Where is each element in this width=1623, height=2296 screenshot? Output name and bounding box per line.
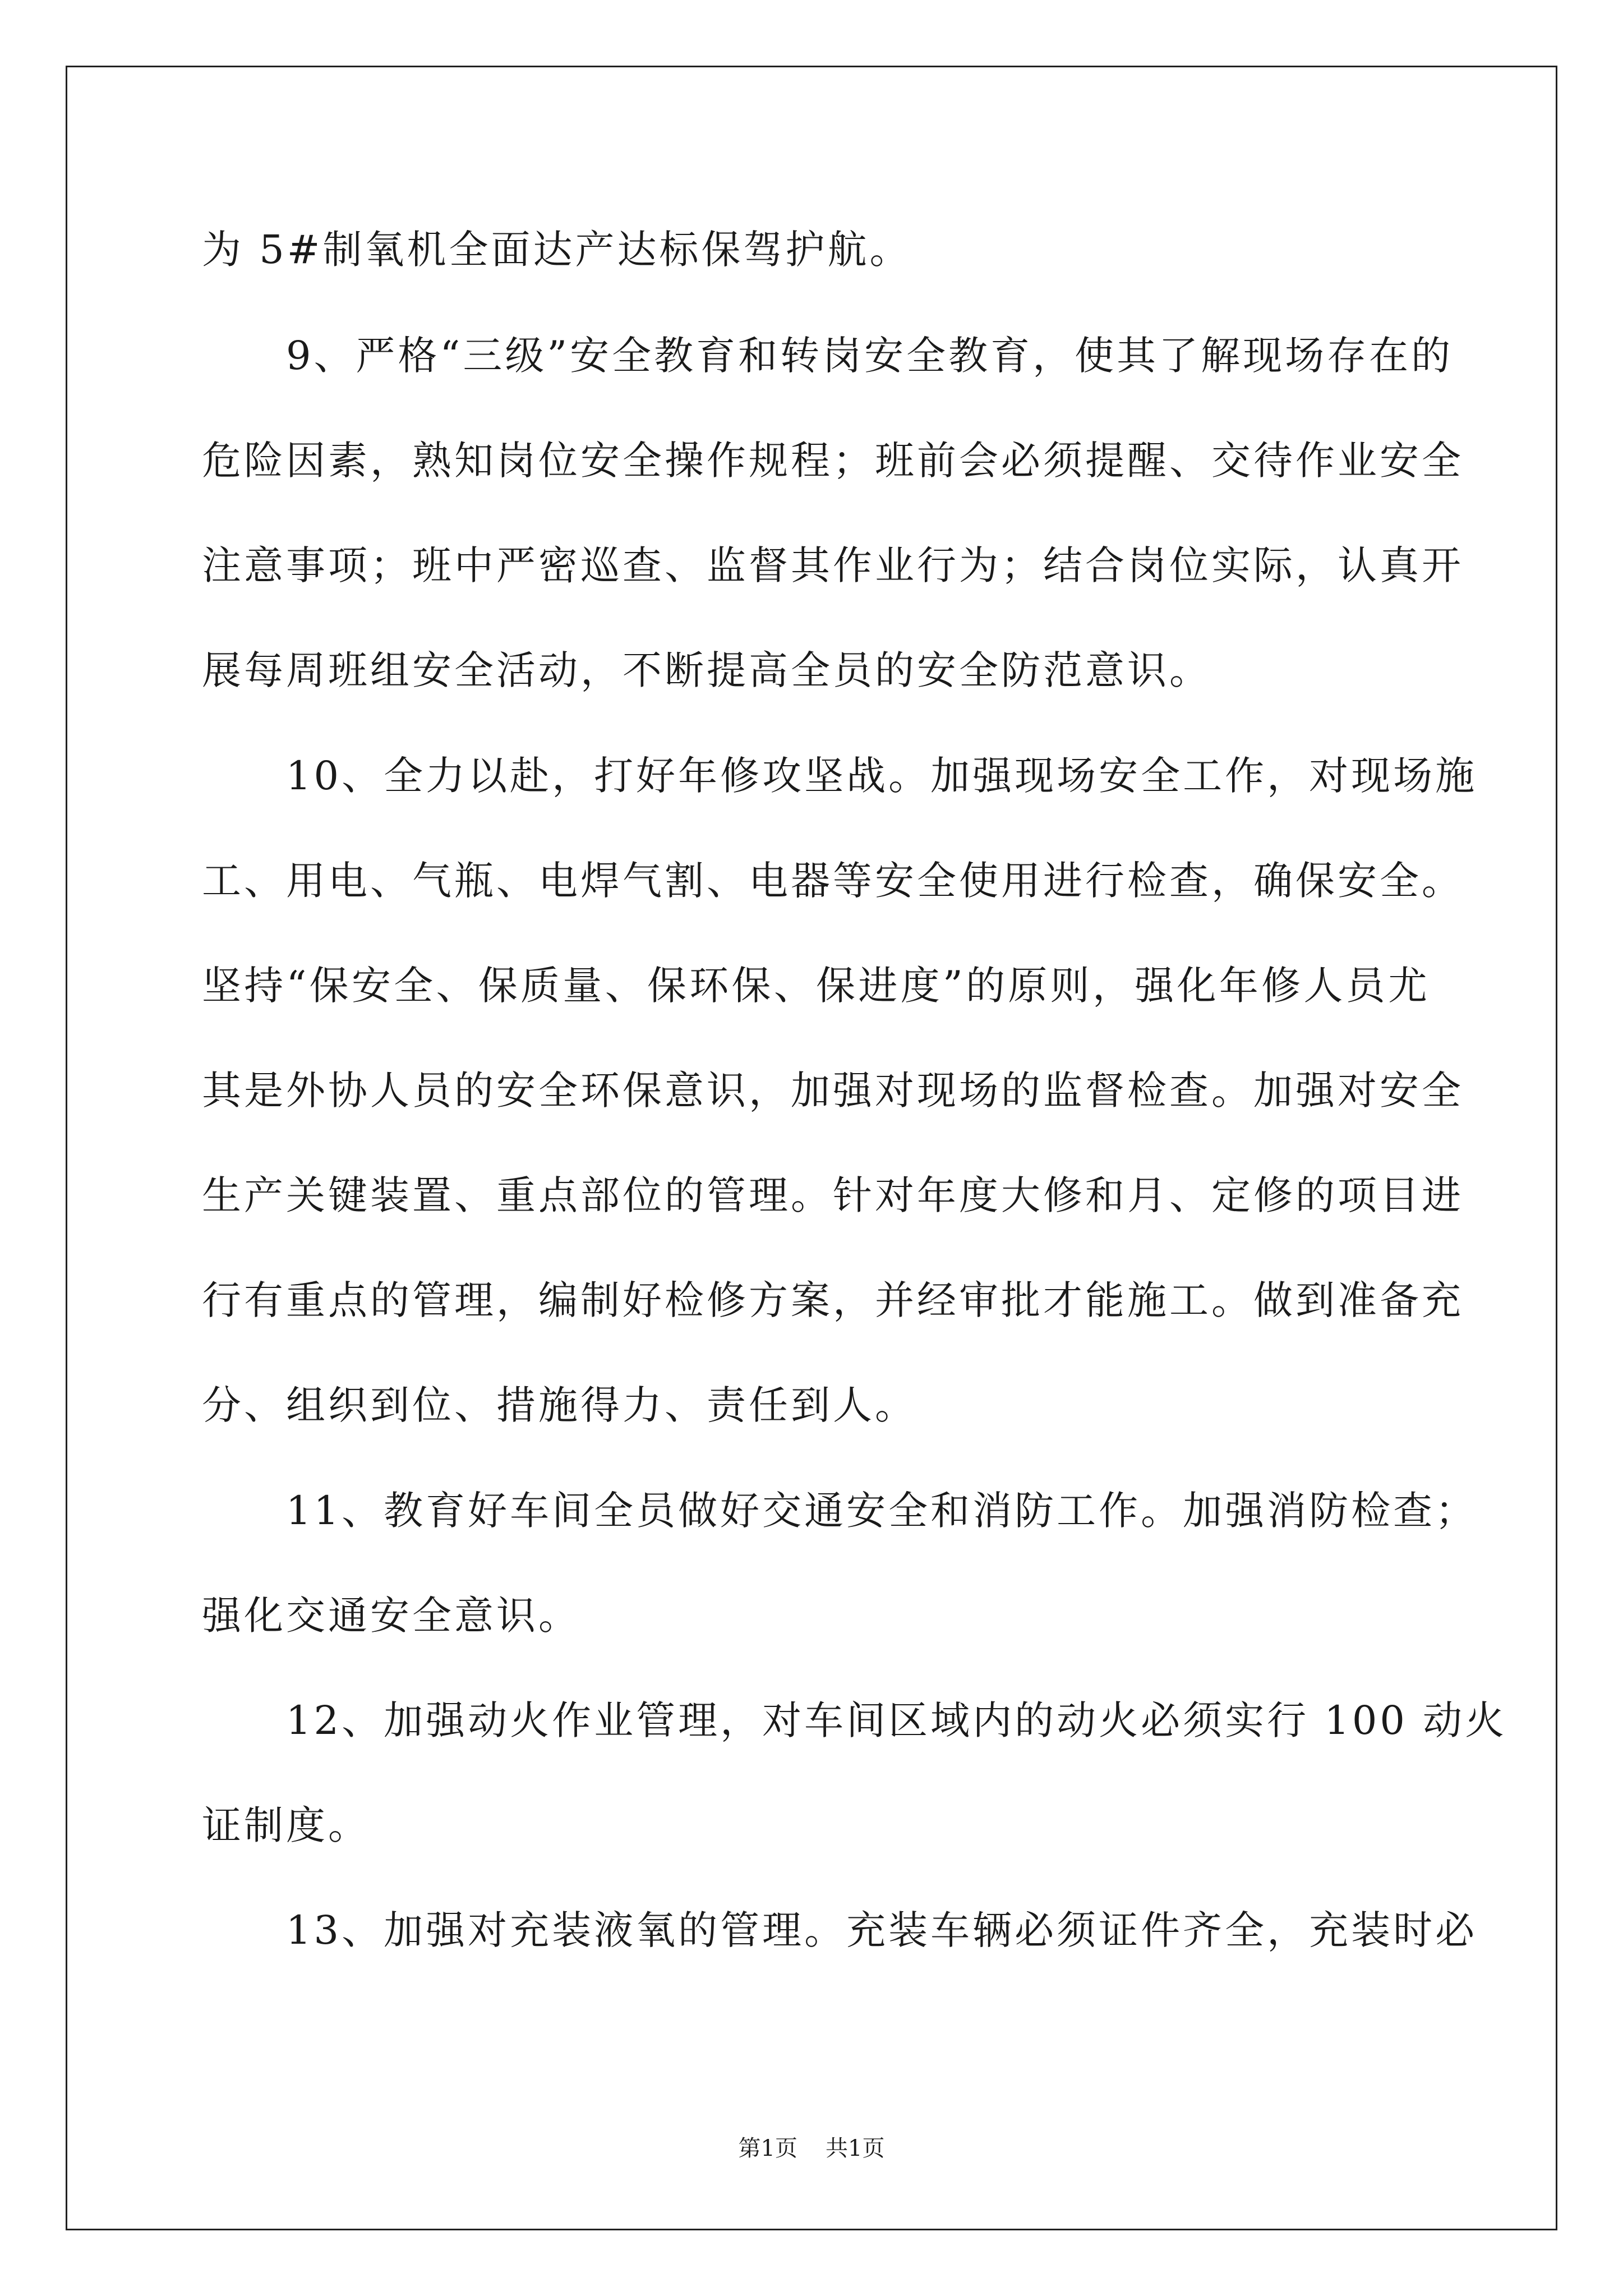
paragraph-10-line: 分、组织到位、措施得力、责任到人。 [202,1382,917,1428]
page-number-current: 第1页 [738,2136,797,2161]
paragraph-10-line: 其是外协人员的安全环保意识，加强对现场的监督检查。加强对安全 [202,1068,1464,1114]
paragraph-9-line: 9、严格“三级”安全教育和转岗安全教育，使其了解现场存在的 [286,333,1454,379]
paragraph-10-line: 坚持“保安全、保质量、保环保、保进度”的原则，强化年修人员尤 [202,963,1430,1009]
paragraph-11-line: 11、教育好车间全员做好交通安全和消防工作。加强消防检查； [286,1488,1478,1534]
paragraph-9-line: 危险因素，熟知岗位安全操作规程；班前会必须提醒、交待作业安全 [202,438,1464,484]
paragraph-12-line: 12、加强动火作业管理，对车间区域内的动火必须实行 100 动火 [286,1697,1507,1743]
paragraph-13-line: 13、加强对充装液氧的管理。充装车辆必须证件齐全，充装时必 [286,1907,1478,1953]
paragraph-9-line: 展每周班组安全活动，不断提高全员的安全防范意识。 [202,647,1211,693]
paragraph-9-line: 注意事项；班中严密巡查、监督其作业行为；结合岗位实际，认真开 [202,542,1464,588]
paragraph-11-line: 强化交通安全意识。 [202,1593,580,1639]
paragraph-10-line: 行有重点的管理，编制好检修方案，并经审批才能施工。做到准备充 [202,1277,1464,1323]
page-number-total: 共1页 [826,2136,885,2161]
paragraph-10-line: 生产关键装置、重点部位的管理。针对年度大修和月、定修的项目进 [202,1172,1464,1218]
paragraph-10-line: 10、全力以赴，打好年修攻坚战。加强现场安全工作，对现场施 [286,753,1478,799]
page-footer [0,2134,1623,2162]
paragraph-line: 为 5#制氧机全面达产达标保驾护航。 [202,227,912,273]
paragraph-12-line: 证制度。 [202,1802,370,1848]
paragraph-10-line: 工、用电、气瓶、电焊气割、电器等安全使用进行检查，确保安全。 [202,858,1464,904]
